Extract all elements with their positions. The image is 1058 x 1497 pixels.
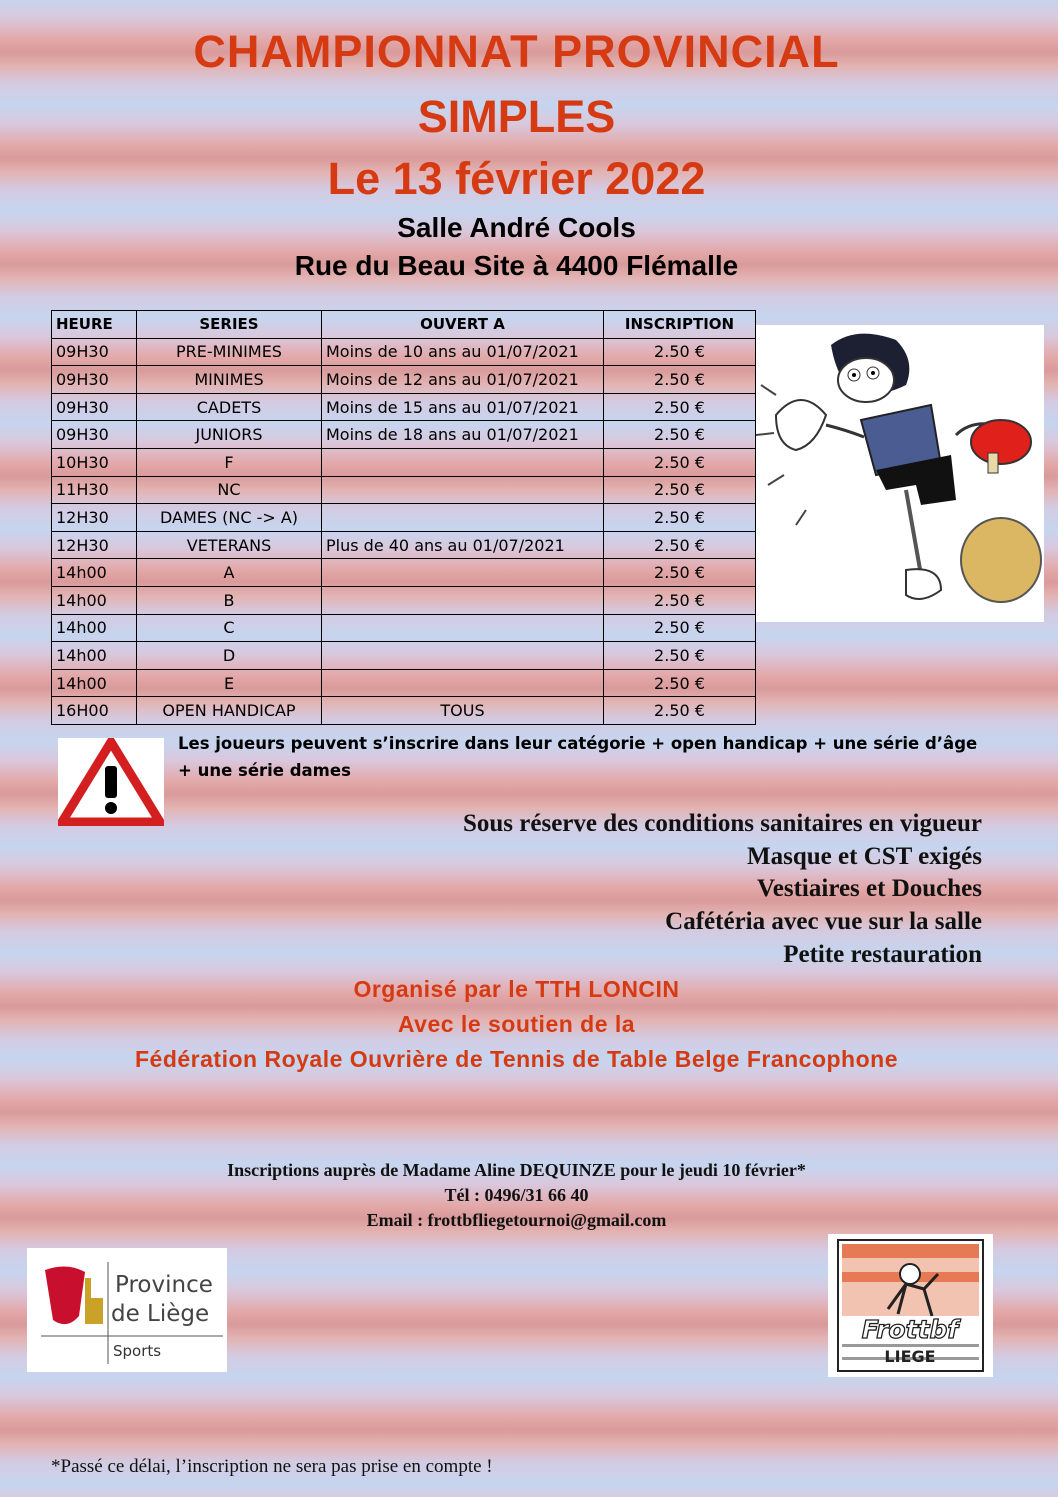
cell-inscription: 2.50 € xyxy=(604,476,756,504)
cell-series: DAMES (NC -> A) xyxy=(137,504,322,532)
support-line: Avec le soutien de la xyxy=(397,1011,636,1037)
cell-inscription: 2.50 € xyxy=(604,586,756,614)
cell-inscription: 2.50 € xyxy=(604,338,756,366)
table-row xyxy=(52,669,756,697)
cell-series: E xyxy=(137,669,322,697)
venue-name: Salle André Cools xyxy=(397,212,636,243)
condition-line-1: Sous réserve des conditions sanitaires en vigueur xyxy=(463,810,982,837)
cell-series: A xyxy=(137,559,322,587)
cell-ouvert: Moins de 12 ans au 01/07/2021 xyxy=(322,366,604,394)
cell-ouvert xyxy=(322,642,604,670)
cell-ouvert: TOUS xyxy=(322,697,604,725)
federation-line: Fédération Royale Ouvrière de Tennis de Table Belge Francophone xyxy=(135,1046,898,1072)
cell-heure: 14h00 xyxy=(52,559,137,587)
registration-phone: Tél : 0496/31 66 40 xyxy=(444,1185,589,1205)
condition-line-2: Masque et CST exigés xyxy=(747,843,982,870)
cell-inscription: 2.50 € xyxy=(604,393,756,421)
header-heure: HEURE xyxy=(52,311,137,339)
condition-line-4: Cafétéria avec vue sur la salle xyxy=(665,908,982,935)
cell-heure: 10H30 xyxy=(52,448,137,476)
table-row xyxy=(52,504,756,532)
frottbf-logo-name: Frottbf xyxy=(861,1315,959,1344)
table-tennis-player-illustration xyxy=(756,325,1044,622)
cell-heure: 12H30 xyxy=(52,531,137,559)
cell-series: CADETS xyxy=(137,393,322,421)
cell-ouvert xyxy=(322,586,604,614)
cell-series: C xyxy=(137,614,322,642)
header-ouvert: OUVERT A xyxy=(322,311,604,339)
cell-inscription: 2.50 € xyxy=(604,669,756,697)
cell-ouvert: Moins de 10 ans au 01/07/2021 xyxy=(322,338,604,366)
cell-inscription: 2.50 € xyxy=(604,421,756,449)
cell-series: VETERANS xyxy=(137,531,322,559)
cell-ouvert xyxy=(322,669,604,697)
cell-heure: 09H30 xyxy=(52,421,137,449)
organizer-line: Organisé par le TTH LONCIN xyxy=(353,976,680,1002)
table-row xyxy=(52,421,756,449)
cell-heure: 11H30 xyxy=(52,476,137,504)
cell-heure: 14h00 xyxy=(52,586,137,614)
cell-inscription: 2.50 € xyxy=(604,366,756,394)
event-date: Le 13 février 2022 xyxy=(327,153,706,204)
cell-inscription: 2.50 € xyxy=(604,642,756,670)
warning-sign xyxy=(58,738,164,826)
province-logo-sub: Sports xyxy=(113,1342,162,1360)
cell-inscription: 2.50 € xyxy=(604,504,756,532)
title-line-1: CHAMPIONNAT PROVINCIAL xyxy=(193,26,840,77)
cell-heure: 09H30 xyxy=(52,393,137,421)
cell-heure: 14h00 xyxy=(52,642,137,670)
table-row xyxy=(52,393,756,421)
cell-heure: 16H00 xyxy=(52,697,137,725)
warning-triangle-icon xyxy=(58,738,164,826)
cell-heure: 12H30 xyxy=(52,504,137,532)
cell-inscription: 2.50 € xyxy=(604,531,756,559)
cell-series: B xyxy=(137,586,322,614)
frottbf-liege-logo xyxy=(828,1234,993,1377)
cell-ouvert xyxy=(322,476,604,504)
cell-ouvert xyxy=(322,504,604,532)
table-row xyxy=(52,448,756,476)
cell-heure: 14h00 xyxy=(52,669,137,697)
footnote: *Passé ce délai, l’inscription ne sera pas prise en compte ! xyxy=(51,1456,493,1477)
cell-series: NC xyxy=(137,476,322,504)
table-row xyxy=(52,614,756,642)
table-row xyxy=(52,366,756,394)
cell-heure: 09H30 xyxy=(52,338,137,366)
cell-ouvert xyxy=(322,559,604,587)
cell-series: D xyxy=(137,642,322,670)
cell-series: PRE-MINIMES xyxy=(137,338,322,366)
header-series: SERIES xyxy=(137,311,322,339)
table-row xyxy=(52,586,756,614)
cell-heure: 09H30 xyxy=(52,366,137,394)
table-row xyxy=(52,476,756,504)
cell-inscription: 2.50 € xyxy=(604,697,756,725)
cell-series: OPEN HANDICAP xyxy=(137,697,322,725)
warning-text: Les joueurs peuvent s’inscrire dans leur catégorie + open handicap + une série d’âge + une série dames xyxy=(178,734,978,780)
table-row xyxy=(52,642,756,670)
header-inscription: INSCRIPTION xyxy=(604,311,756,339)
table-row xyxy=(52,531,756,559)
condition-line-3: Vestiaires et Douches xyxy=(757,875,982,902)
province-logo-line1: Province xyxy=(115,1272,213,1298)
cell-heure: 14h00 xyxy=(52,614,137,642)
title-line-2: SIMPLES xyxy=(417,91,616,142)
table-row xyxy=(52,338,756,366)
cell-inscription: 2.50 € xyxy=(604,559,756,587)
schedule-table xyxy=(51,310,756,725)
table-row xyxy=(52,559,756,587)
cell-series: F xyxy=(137,448,322,476)
cell-ouvert: Moins de 15 ans au 01/07/2021 xyxy=(322,393,604,421)
province-de-liege-logo xyxy=(27,1248,227,1372)
province-logo-line2: de Liège xyxy=(111,1301,210,1327)
venue-address: Rue du Beau Site à 4400 Flémalle xyxy=(294,250,739,281)
table-header-row xyxy=(52,311,756,339)
cell-ouvert xyxy=(322,614,604,642)
cell-ouvert: Moins de 18 ans au 01/07/2021 xyxy=(322,421,604,449)
registration-email: Email : frottbfliegetournoi@gmail.com xyxy=(366,1210,667,1230)
cell-ouvert xyxy=(322,448,604,476)
cell-inscription: 2.50 € xyxy=(604,448,756,476)
table-row xyxy=(52,697,756,725)
frottbf-logo-sub: LIEGE xyxy=(884,1347,936,1366)
cell-series: MINIMES xyxy=(137,366,322,394)
cell-series: JUNIORS xyxy=(137,421,322,449)
cell-inscription: 2.50 € xyxy=(604,614,756,642)
cell-ouvert: Plus de 40 ans au 01/07/2021 xyxy=(322,531,604,559)
condition-line-5: Petite restauration xyxy=(783,941,982,968)
registration-line: Inscriptions auprès de Madame Aline DEQUINZE pour le jeudi 10 février* xyxy=(227,1160,806,1180)
